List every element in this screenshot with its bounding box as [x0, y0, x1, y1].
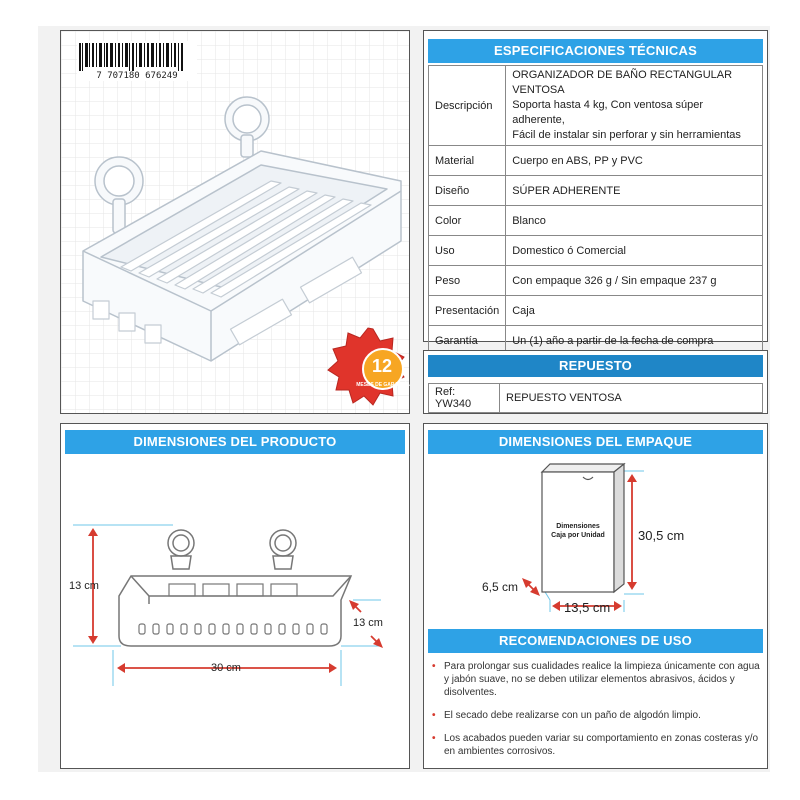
barcode-digits: 7 707180 676249 — [77, 71, 197, 81]
spec-key: Uso — [429, 236, 506, 266]
spec-row — [429, 146, 763, 176]
spec-value-line: Fácil de instalar sin perforar y sin herramientas — [512, 129, 741, 141]
repuesto-ref: Ref: YW340 — [429, 384, 500, 413]
warranty-number: 12 — [371, 356, 393, 376]
package-height-label: 30,5 cm — [638, 528, 685, 543]
dim-empaque-title: DIMENSIONES DEL EMPAQUE — [428, 430, 763, 454]
spec-row — [429, 176, 763, 206]
dim-producto-title: DIMENSIONES DEL PRODUCTO — [65, 430, 405, 454]
spec-row — [429, 206, 763, 236]
spec-key: Presentación — [429, 296, 506, 326]
repuesto-table — [428, 383, 763, 413]
spec-value: Cuerpo en ABS, PP y PVC — [506, 146, 763, 176]
package-width-label: 13,5 cm — [564, 600, 611, 615]
product-width-label: 30 cm — [211, 662, 241, 674]
product-image-panel — [60, 30, 410, 414]
spec-value: Domestico ó Comercial — [506, 236, 763, 266]
specs-title: ESPECIFICACIONES TÉCNICAS — [428, 39, 763, 63]
dim-producto-panel — [60, 423, 410, 769]
package-depth-label: 6,5 cm — [482, 580, 519, 594]
list-item: • Los acabados pueden variar su comportamiento en zonas costeras y/o en ambientes corrosivos. — [430, 732, 760, 758]
basket-outline-icon — [119, 530, 351, 646]
recomendaciones-list — [430, 660, 760, 768]
repuesto-desc: REPUESTO VENTOSA — [500, 384, 763, 413]
box-label: Dimensiones Caja por Unidad — [551, 523, 605, 539]
product-illustration — [61, 31, 409, 413]
spec-value-line: ORGANIZADOR DE BAÑO RECTANGULAR VENTOSA — [512, 69, 733, 96]
spec-value: Un (1) año a partir de la fecha de compra — [506, 326, 763, 356]
spec-value: Blanco — [506, 206, 763, 236]
spec-value: Caja — [506, 296, 763, 326]
repuesto-row — [429, 384, 763, 413]
repuesto-panel — [423, 350, 768, 414]
product-height-label: 13 cm — [69, 580, 99, 592]
product-dimension-drawing — [61, 424, 409, 768]
spec-key: Peso — [429, 266, 506, 296]
spec-key: Garantía — [429, 326, 506, 356]
spec-row — [429, 266, 763, 296]
specs-panel — [423, 30, 768, 347]
specs-table — [428, 65, 763, 356]
recomendaciones-title: RECOMENDACIONES DE USO — [428, 629, 763, 653]
spec-value: Con empaque 326 g / Sin empaque 237 g — [506, 266, 763, 296]
list-item: • El secado debe realizarse con un paño de algodón limpio. — [430, 709, 760, 722]
product-depth-label: 13 cm — [353, 617, 383, 629]
spec-row — [429, 236, 763, 266]
spec-value-line: Soporta hasta 4 kg, Con ventosa súper adherente, — [512, 99, 704, 126]
warranty-ring-text: MESES DE GARANTÍA — [356, 382, 410, 388]
repuesto-title: REPUESTO — [428, 355, 763, 377]
spec-key: Material — [429, 146, 506, 176]
spec-row — [429, 66, 763, 146]
spec-key: Diseño — [429, 176, 506, 206]
list-item: • Para prolongar sus cualidades realice la limpieza únicamente con agua y jabón suave, no se deben utilizar elementos abrasivos, ácidos y disolventes. — [430, 660, 760, 699]
spec-key: Descripción — [429, 66, 506, 146]
spec-value — [506, 66, 763, 146]
spec-key: Color — [429, 206, 506, 236]
spec-value: SÚPER ADHERENTE — [506, 176, 763, 206]
spec-row — [429, 296, 763, 326]
